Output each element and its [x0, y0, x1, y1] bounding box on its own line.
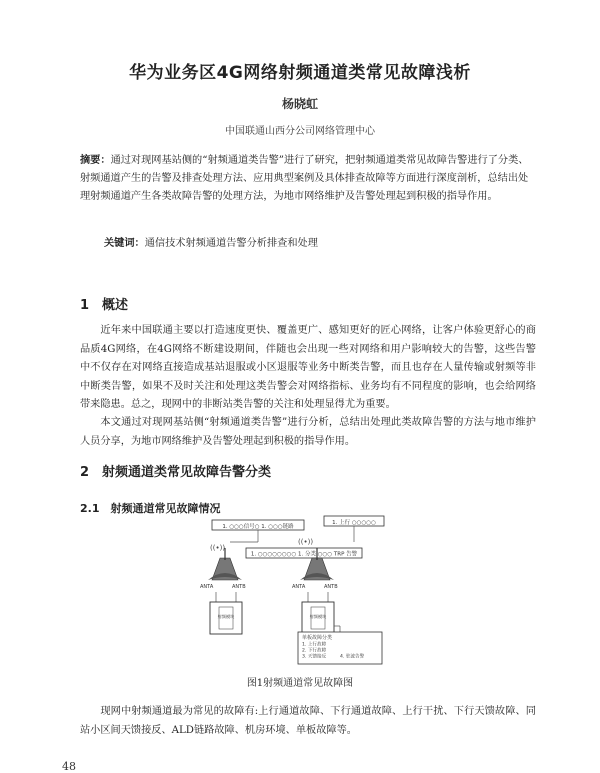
top-left-box-label: 1. ○○○信号○ 1. ○○○链路	[222, 524, 294, 530]
section2-heading: 2 射频通道类常见故障告警分类	[80, 465, 272, 480]
middle-box-label: 1. ○○○○○○○○ 1. 分类 ○○○ TRP 告警	[250, 551, 358, 558]
section1-paragraph-2: 本文通过对现网基站侧“射频通道类告警”进行分析，总结出处理此类故障告警的方法与地市维护人员分享，为地市网络维护及告警处理起到积极的指导作用。	[80, 417, 536, 447]
legend-item-1: 1. 上行故障	[302, 642, 327, 648]
figure-caption: 图1射频通道常见故障图	[246, 678, 354, 689]
rru-left-label: 射频模块	[217, 614, 235, 619]
legend-item-4: 4. 驻波告警	[340, 654, 365, 660]
ant-right-a: ANTA	[292, 584, 306, 590]
page-number: 48	[62, 760, 76, 773]
legend-item-3: 3. 天馈接反	[302, 654, 327, 660]
ant-left-b: ANTB	[232, 584, 246, 590]
ant-right-b: ANTB	[324, 584, 338, 590]
abstract	[80, 152, 530, 206]
section21-paragraph-1: 现网中射频通道最为常见的故障有:上行通道故障、下行通道故障、上行干扰、下行天馈故障、同站小区间天馈接反、ALD链路故障、机房环境、单板故障等。	[80, 706, 536, 736]
rru-right-label: 射频模块	[309, 614, 327, 619]
keywords	[104, 234, 534, 249]
ant-left-a: ANTA	[200, 584, 214, 590]
abstract-label: 摘要：	[80, 155, 111, 166]
legend-title: 单板故障分类	[302, 635, 333, 641]
paper-title: 华为业务区4G网络射频通道类常见故障浅析	[129, 63, 471, 83]
tower-left-icon	[208, 548, 242, 580]
signal-waves-left-icon: ((•))	[210, 544, 226, 552]
signal-waves-right-icon: ((•))	[298, 538, 314, 546]
author-name: 杨晓虹	[281, 97, 318, 111]
section1-heading: 1 概述	[80, 298, 129, 313]
keywords-label: 关键词：	[104, 238, 145, 249]
top-right-box-label: 1. 上行 ○○○○○	[332, 520, 376, 526]
keywords-text: 通信技术射频通道告警分析排查和处理	[144, 238, 318, 249]
section21-heading: 2.1 射频通道常见故障情况	[80, 502, 221, 515]
rf-fault-diagram	[190, 514, 420, 666]
section1-paragraph-1: 近年来中国联通主要以打造速度更快、覆盖更广、感知更好的匠心网络，让客户体验更舒心的商品质4G网络，在4G网络不断建设期间，伴随也会出现一些对网络和用户影响较大的告警，这些告警中不仅存在对网络直接造成基站退服或小区退服等业务中断类告警，而且也存在人量传输或射频等非中断类告警，如果不及时关注和处理这类告警会对网络指标、业务均有不同程度的影响，也会给网络带来隐患。总之，现网中的非断站类告警的关注和处理显得尤为重要。	[80, 325, 536, 410]
abstract-text: 通过对现网基站侧的“射频通道类告警”进行了研究，把射频通道类常见故障告警进行了分类、射频通道产生的告警及排查处理方法、应用典型案例及具体排查故障等方面进行深度剖析，总结出处理射频通道产生各类故障告警的处理方法，为地市网络维护及告警处理起到积极的指导作用。	[80, 155, 529, 202]
affiliation: 中国联通山西分公司网络管理中心	[225, 126, 375, 137]
legend-item-2: 2. 下行故障	[302, 648, 327, 654]
